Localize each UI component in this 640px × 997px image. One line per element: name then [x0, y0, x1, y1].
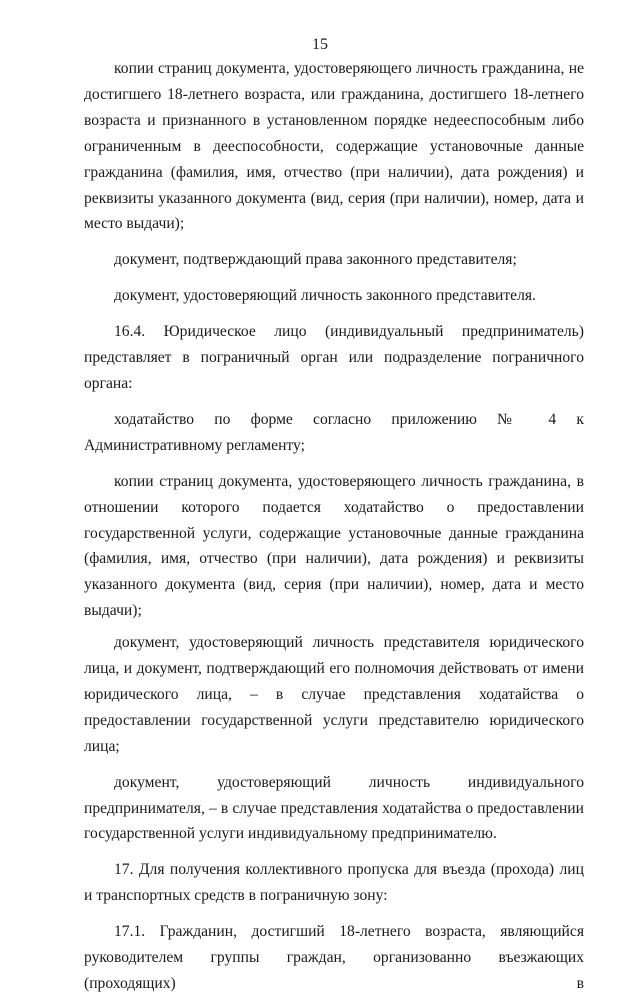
- paragraph: 16.4. Юридическое лицо (индивидуальный предприниматель) представляет в пограничный орган или подразделение пограничного органа:: [84, 323, 584, 392]
- paragraph: 17. Для получения коллективного пропуска для въезда (прохода) лиц и транспортных средств в пограничную зону:: [84, 861, 584, 905]
- paragraph: документ, удостоверяющий личность представителя юридического лица, и документ, подтверждающий его полномочия действовать от имени юридического лица, – в случае представления ходатайства о предоставлении государственной услуги представителю юридического лица;: [84, 634, 584, 755]
- page-number: 15: [312, 36, 328, 53]
- paragraph: копии страниц документа, удостоверяющего личность гражданина, не достигшего 18-летнего возраста, или гражданина, достигшего 18-летнего возраста и признанного в установленном порядке недееспособным либо ограниченным в дееспособности, содержащие установочные данные гражданина (фамилия, имя, отчество (при наличии), дата рождения) и реквизиты указанного документа (вид, серия (при наличии), номер, дата и место выдачи);: [84, 60, 584, 233]
- paragraph: документ, удостоверяющий личность законного представителя.: [114, 287, 536, 305]
- paragraph: документ, удостоверяющий личность индивидуального предпринимателя, – в случае представления ходатайства о предоставлении государственной услуги индивидуальному предпринимателю.: [84, 773, 584, 843]
- paragraph: документ, подтверждающий права законного представителя;: [114, 251, 517, 269]
- document-body: [84, 56, 584, 997]
- paragraph: копии страниц документа, удостоверяющего личность гражданина, в отношении которого подается ходатайство о предоставлении государственной услуги, содержащие установочные данные гражданина (фамилия, имя, отчество (при наличии), дата рождения) и реквизиты указанного документа (вид, серия (при наличии), номер, дата и место выдачи);: [84, 472, 584, 620]
- paragraph: ходатайство по форме согласно приложению № 4 к Административному регламенту;: [84, 410, 584, 454]
- paragraph: 17.1. Гражданин, достигший 18-летнего возраста, являющийся руководителем группы граждан, организованно въезжающих (проходящих) в: [84, 923, 584, 992]
